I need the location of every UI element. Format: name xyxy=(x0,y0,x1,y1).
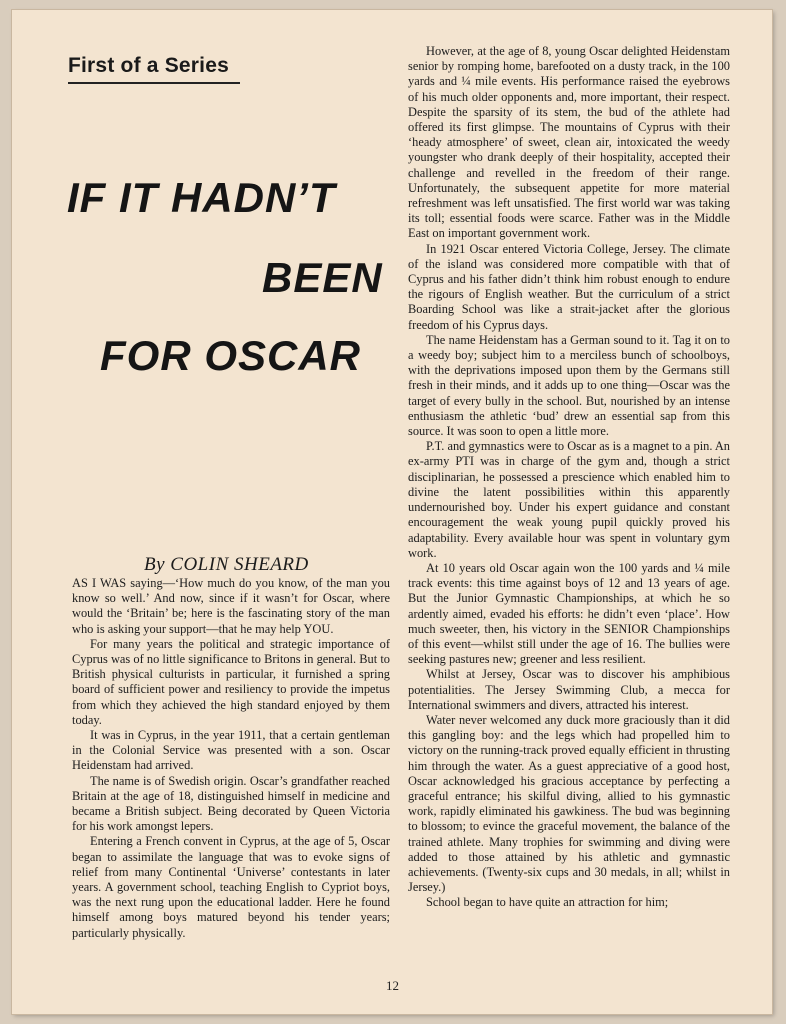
series-label: First of a Series xyxy=(68,54,240,84)
paragraph: At 10 years old Oscar again won the 100 yards and ¼ mile track events: this time against boys of 12 and 13 years of age. But the Junior Gymnastic Championships, at which he so ardently aimed, evaded his efforts: he didn’t even ‘place’. How much sweeter, then, his victory in the SENIOR Championships of this event—whilst still under the age of 16. The bullies were seeking pastures new; greener and less resilient. xyxy=(408,560,730,667)
headline-line-1: IF IT HADN’T xyxy=(67,174,336,221)
paragraph: For many years the political and strategic importance of Cyprus was of no little significance to Britons in general. But to British physical culturists in particular, it furnished a spring board of sufficient power and resiliency to provide the impetus from which they achieved the high standard enjoyed by them today. xyxy=(72,636,390,727)
paragraph: It was in Cyprus, in the year 1911, that a certain gentleman in the Colonial Service was presented with a son. Oscar Heidenstam had arrived. xyxy=(72,728,390,773)
paragraph: The name is of Swedish origin. Oscar’s grandfather reached Britain at the age of 18, distinguished himself in medicine and became a British subject. Being decorated by Queen Victoria for his work amongst lepers. xyxy=(72,773,390,834)
paragraph: P.T. and gymnastics were to Oscar as is a magnet to a pin. An ex-army PTI was in charge of the gym and, though a strict disciplinarian, he possessed a prescience which enabled him to divine the latent possibilities within this apparently undernourished boy. Under his expert guidance and constant encouragement the weak young pupil quickly proved his adaptability. Every available hour was spent in voluntary gym work. xyxy=(408,439,730,560)
magazine-page xyxy=(12,10,772,1014)
page-number: 12 xyxy=(386,978,399,993)
paragraph: However, at the age of 8, young Oscar delighted Heidenstam senior by romping home, barefooted on a dusty track, in the 100 yards and ¼ mile events. His performance raised the eyebrows of his much older opponents and, more important, their respect. Despite the sparsity of its stem, the bud of the athlete had offered its first glimpse. The mountains of Cyprus with their ‘heady atmosphere’ of sweet, clean air, intoxicated the weedy youngster who drank deeply of their hospitality, accepted their challenge and revelled in the freedom of their range. Unfortunately, the subsequent appetite for more material refreshment was left unsatisfied. The first world war was taking its toll; essential foods were scarce. Father was in the Middle East on important government work. xyxy=(408,44,730,241)
paragraph: School began to have quite an attraction for him; xyxy=(426,895,669,910)
paragraph: AS I WAS saying—‘How much do you know, of the man you know so well.’ And now, since if it wasn’t for Oscar, where would the ‘Britain’ be; here is the fascinating story of the man who is asking your support—that he may help YOU. xyxy=(72,576,390,636)
right-column xyxy=(408,44,730,911)
byline: By COLIN SHEARD xyxy=(144,554,309,575)
headline-line-3: FOR OSCAR xyxy=(100,332,361,379)
paragraph: The name Heidenstam has a German sound to it. Tag it on to a weedy boy; subject him to a merciless bunch of schoolboys, with the deprivations imposed upon them by the Germans still fresh in their minds, and it adds up to one thing—Oscar was the target of every bully in the school. But, nourished by an intense enthusiasm the athletic ‘bud’ drew an essential sap from this source. It was soon to open a little more. xyxy=(408,332,730,439)
headline-line-2: BEEN xyxy=(262,254,383,301)
left-column xyxy=(72,576,390,941)
paragraph: Water never welcomed any duck more graciously than it did this gangling boy: and the legs which had propelled him to victory on the running-track proved equally efficient in thrusting him through the water. As a guest appreciative of a good host, Oscar acknowledged his gracious acceptance by perfecting a graceful entrance; his skilful diving, allied to his gymnastic work, rapidly eliminated his gawkiness. The bud was beginning to blossom; to evince the graceful movement, the balance of the trained athlete. Many trophies for swimming and diving were added to those attained by his athletic and gymnastic achievements. (Twenty-six cups and 30 medals, in all; whilst in Jersey.) xyxy=(408,712,730,895)
paragraph: Entering a French convent in Cyprus, at the age of 5, Oscar began to assimilate the language that was to evoke signs of relief from many Continental ‘Universe’ contestants in later years. A government school, teaching English to Cypriot boys, was the next rung upon the educational ladder. Here he found himself among boys matured beyond his tender years; particularly physically. xyxy=(72,834,390,940)
paragraph: Whilst at Jersey, Oscar was to discover his amphibious potentialities. The Jersey Swimming Club, a mecca for International swimmers and divers, attracted his interest. xyxy=(408,667,730,712)
paragraph: In 1921 Oscar entered Victoria College, Jersey. The climate of the island was considered more compatible with that of Cyprus and his father didn’t think him robust enough to endure the rigours of English weather. But the curriculum of a strict Boarding School was like a strait-jacket after the glorious freedom of his Cyprus days. xyxy=(408,241,730,332)
